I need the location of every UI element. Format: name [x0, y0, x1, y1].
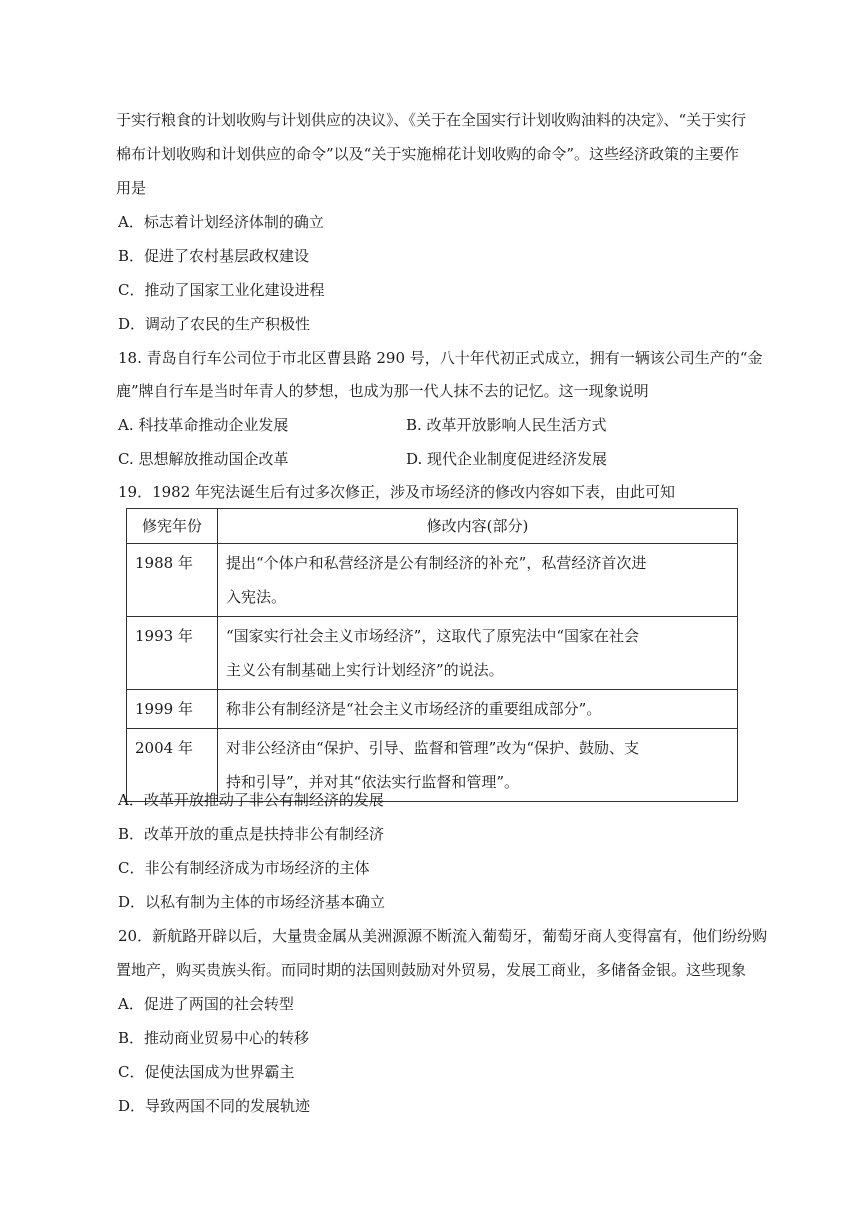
- q18-stem-line-2: 鹿”牌自行车是当时年青人的梦想，也成为那一代人抹不去的记忆。这一现象说明: [116, 382, 649, 400]
- q18-option-d[interactable]: D. 现代企业制度促进经济发展: [406, 450, 608, 468]
- q17-option-a[interactable]: A．标志着计划经济体制的确立: [118, 213, 324, 231]
- q20-stem-line-1: 20．新航路开辟以后，大量贵金属从美洲源源不断流入葡萄牙，葡萄牙商人变得富有，他们纷纷购: [118, 927, 768, 945]
- q19-option-d[interactable]: D．以私有制为主体的市场经济基本确立: [118, 893, 386, 911]
- q17-option-c[interactable]: C．推动了国家工业化建设进程: [118, 281, 325, 299]
- table-cell-line: 称非公有制经济是“社会主义市场经济的重要组成部分”。: [226, 700, 602, 718]
- q20-option-d[interactable]: D．导致两国不同的发展轨迹: [118, 1097, 311, 1115]
- table-cell-year: 1993 年: [127, 617, 218, 690]
- table-cell-content: [218, 690, 738, 729]
- q20-option-b[interactable]: B．推动商业贸易中心的转移: [118, 1029, 310, 1047]
- q19-stem: 19．1982 年宪法诞生后有过多次修正，涉及市场经济的修改内容如下表，由此可知: [118, 483, 676, 501]
- q19-option-c[interactable]: C．非公有制经济成为市场经济的主体: [118, 859, 370, 877]
- q19-option-a[interactable]: A．改革开放推动了非公有制经济的发展: [118, 791, 384, 809]
- table-cell-line: 提出“个体户和私营经济是公有制经济的补充”，私营经济首次进: [226, 554, 647, 572]
- table-header-content: 修改内容(部分): [218, 509, 738, 544]
- q17-option-b[interactable]: B．促进了农村基层政权建设: [118, 247, 310, 265]
- q19-option-b[interactable]: B．改革开放的重点是扶持非公有制经济: [118, 825, 385, 843]
- table-header-year: 修宪年份: [127, 509, 218, 544]
- table-cell-year: 1999 年: [127, 690, 218, 729]
- q18-option-c[interactable]: C. 思想解放推动国企改革: [118, 450, 289, 468]
- table-row: [127, 544, 738, 617]
- q20-stem-line-2: 置地产，购买贵族头衔。而同时期的法国则鼓励对外贸易，发展工商业，多储备金银。这些现象: [116, 961, 747, 979]
- table-cell-content: [218, 617, 738, 690]
- q17-option-d[interactable]: D．调动了农民的生产积极性: [118, 315, 311, 333]
- q18-stem-line-1: 18. 青岛自行车公司位于市北区曹县路 290 号，八十年代初正式成立，拥有一辆该公司生产的“金: [118, 349, 763, 367]
- q18-option-b[interactable]: B. 改革开放影响人民生活方式: [406, 416, 607, 434]
- q18-option-a[interactable]: A. 科技革命推动企业发展: [118, 416, 289, 434]
- table-cell-line: “国家实行社会主义市场经济”，这取代了原宪法中“国家在社会: [226, 627, 640, 645]
- table-header-row: [127, 509, 738, 544]
- q17-stem-line-1: 于实行粮食的计划收购与计划供应的决议》、《关于在全国实行计划收购油料的决定》、“关于实行: [116, 111, 747, 129]
- q20-option-c[interactable]: C．促使法国成为世界霸主: [118, 1063, 295, 1081]
- table-cell-line: 对非公经济由“保护、引导、监督和管理”改为“保护、鼓励、支: [226, 739, 640, 757]
- q20-option-a[interactable]: A．促进了两国的社会转型: [118, 995, 294, 1013]
- q17-stem-line-2: 棉布计划收购和计划供应的命令”以及“关于实施棉花计划收购的命令”。这些经济政策的主要作: [116, 145, 740, 163]
- table-cell-content: [218, 544, 738, 617]
- table-cell-year: 1988 年: [127, 544, 218, 617]
- table-cell-year: 2004 年: [127, 729, 218, 802]
- table-row: [127, 617, 738, 690]
- table-cell-line: 持和引导”，并对其“依法实行监督和管理”。: [226, 773, 520, 791]
- table-cell-line: 入宪法。: [226, 588, 287, 606]
- table-row: [127, 690, 738, 729]
- q17-stem-line-3: 用是: [116, 179, 147, 197]
- table-cell-line: 主义公有制基础上实行计划经济”的说法。: [226, 661, 504, 679]
- constitution-revision-table: [126, 508, 738, 802]
